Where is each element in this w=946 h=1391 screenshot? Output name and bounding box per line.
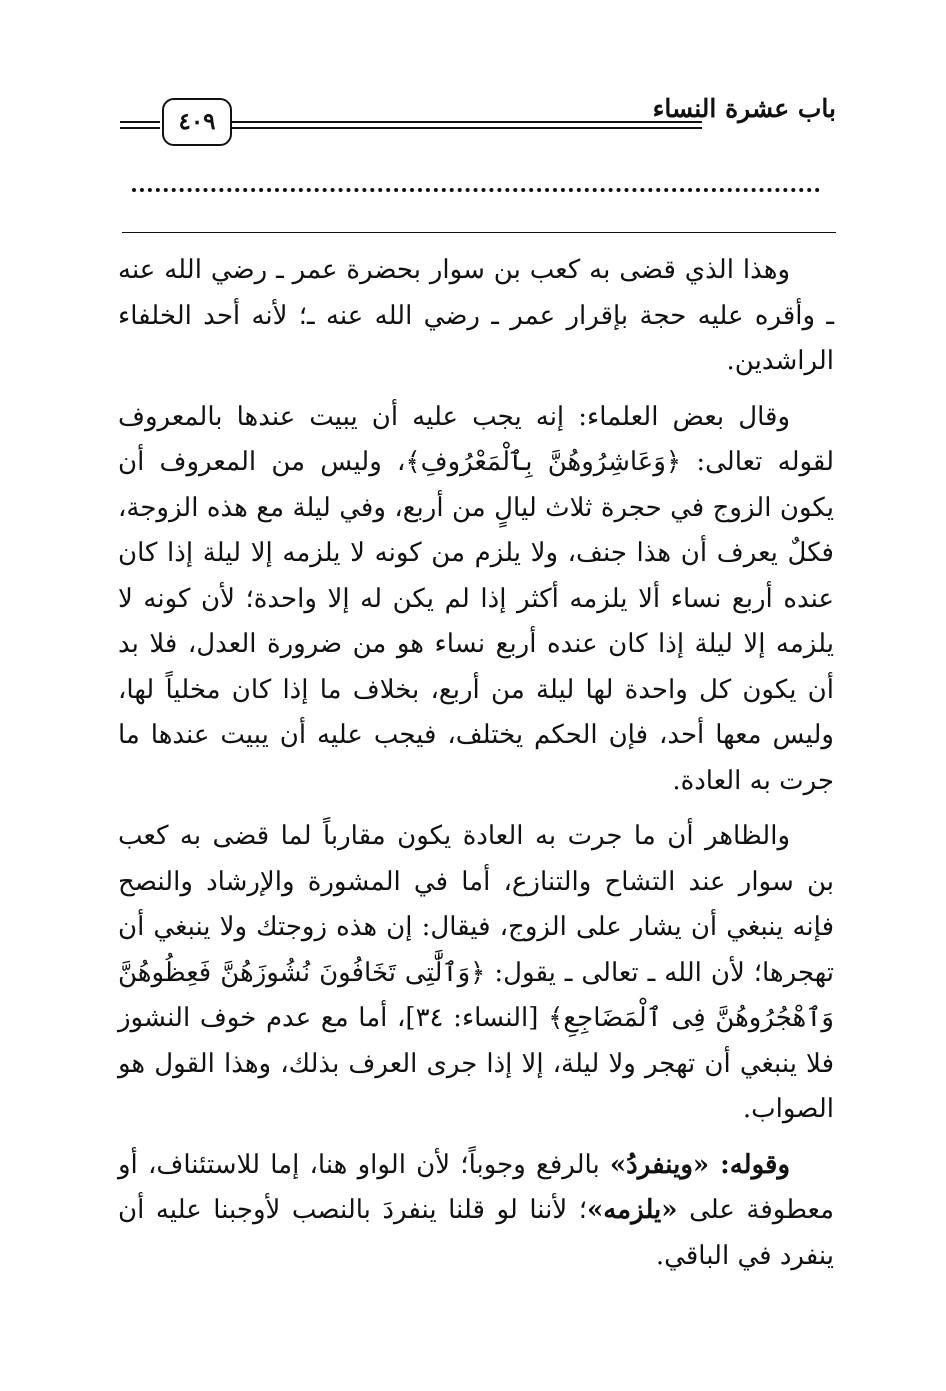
- page-number: ٤٠٩: [162, 98, 232, 146]
- chapter-title: باب عشرة النساء: [652, 94, 836, 123]
- page-body: [118, 248, 834, 1293]
- dotted-divider: [132, 188, 820, 192]
- paragraph-4-lead: وقوله: «وينفردُ»: [609, 1149, 790, 1180]
- header-separator: [122, 232, 836, 233]
- page-header: [120, 84, 836, 150]
- header-rule-left: [120, 121, 160, 129]
- paragraph-1: وهذا الذي قضى به كعب بن سوار بحضرة عمر ـ رضي الله عنه ـ وأقره عليه حجة بإقرار عمر ـ رضي الله عنه ـ؛ لأنه أحد الخلفاء الراشدين.: [118, 255, 834, 376]
- paragraph-4-quote: «يلزمه»: [586, 1195, 678, 1225]
- paragraph-2: وقال بعض العلماء: إنه يجب عليه أن يبيت عندها بالمعروف لقوله تعالى: ﴿وَعَاشِرُوهُنَّ بِٱلْمَعْرُوفِ﴾، وليس من المعروف أن يكون الزوج في حجرة ثلاث ليالٍ من أربع، وفي ليلة مع هذه الزوجة، فكلٌ يعرف أن هذا جنف، ولا يلزم من كونه لا يلزمه إلا ليلة إذا كان عنده أربع نساء ألا يلزمه أكثر إذا لم يكن له إلا واحدة؛ لأن كونه لا يلزمه إلا ليلة إذا كان عنده أربع نساء هو من ضرورة العدل، فلا بد أن يكون كل واحدة لها ليلة من أربع، بخلاف ما إذا كان مخلياً لها، وليس معها أحد، فإن الحكم يختلف، فيجب عليه أن يبيت عندها ما جرت به العادة.: [118, 401, 834, 796]
- paragraph-3: والظاهر أن ما جرت به العادة يكون مقارباً لما قضى به كعب بن سوار عند التشاح والتنازع، أما في المشورة والإرشاد والنصح فإنه ينبغي أن يشار على الزوج، فيقال: إن هذه زوجتك ولا ينبغي أن تهجرها؛ لأن الله ـ تعالى ـ يقول: ﴿وَٱلَّٰتِى تَخَافُونَ نُشُوزَهُنَّ فَعِظُوهُنَّ وَٱهْجُرُوهُنَّ فِى ٱلْمَضَاجِعِ﴾ [النساء: ٣٤]، أما مع عدم خوف النشوز فلا ينبغي أن تهجر ولا ليلة، إلا إذا جرى العرف بذلك، وهذا القول هو الصواب.: [118, 821, 834, 1124]
- paragraph-4-text-1: بالرفع وجوباً؛ لأن الواو هنا، إما للاستئناف، أو معطوفة على: [118, 1149, 835, 1225]
- paragraph-4-text-2: ؛ لأننا لو قلنا ينفردَ بالنصب لأوجبنا عليه أن ينفرد في الباقي.: [118, 1195, 834, 1271]
- paragraph-4: [118, 1143, 834, 1280]
- header-rule-right: [232, 121, 702, 129]
